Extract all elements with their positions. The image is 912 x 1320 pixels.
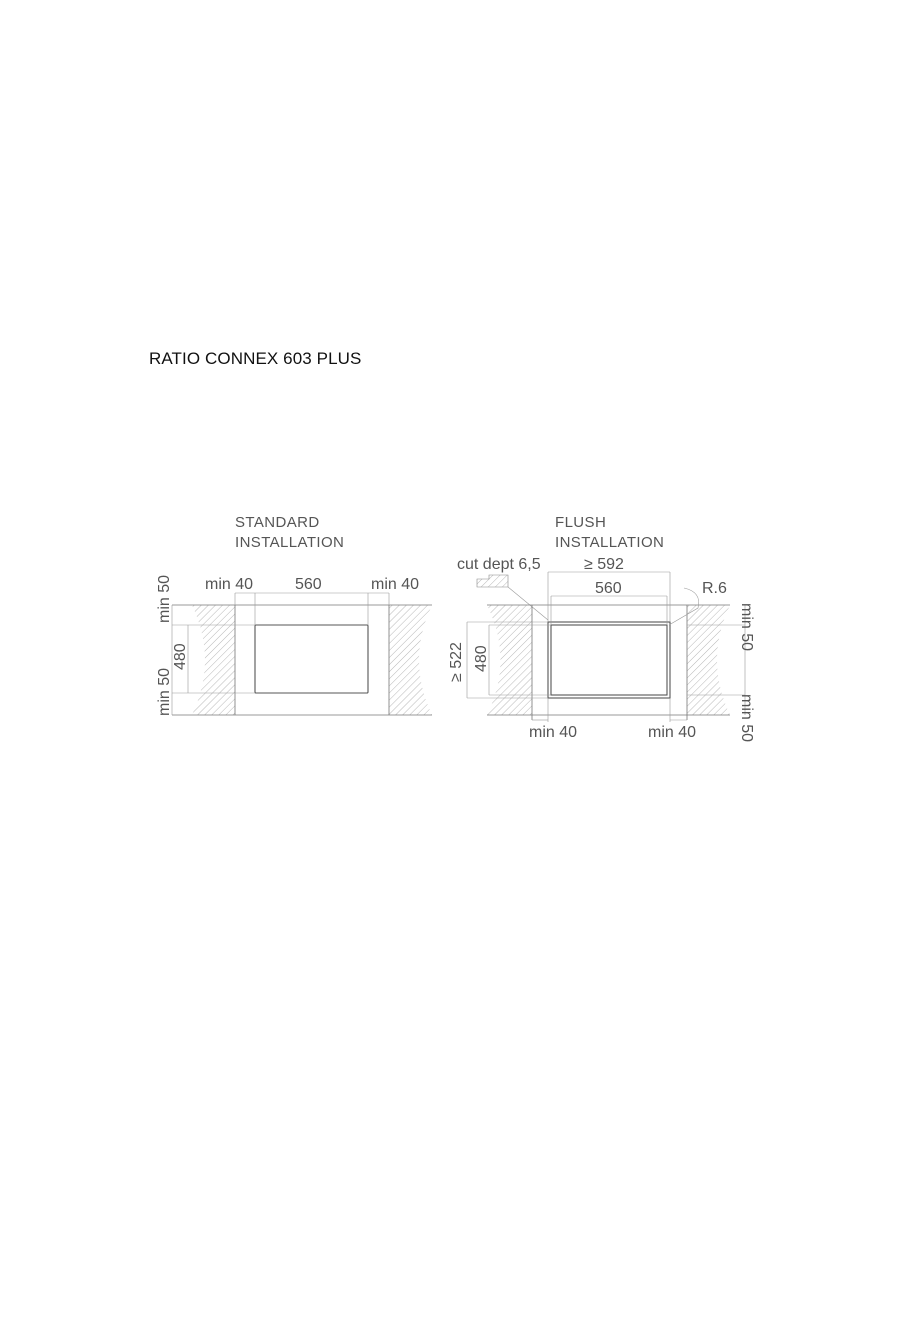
flush-drawing [448,556,755,742]
flush-dim-right-gap: min 40 [648,724,697,741]
standard-dim-height: 480 [172,643,189,670]
standard-dim-left-gap: min 40 [205,576,254,593]
page-title: RATIO CONNEX 603 PLUS [149,349,362,368]
standard-drawing [156,575,432,716]
flush-cut-depth: cut dept 6,5 [457,556,541,573]
standard-dim-top-gap: min 50 [156,574,173,623]
flush-countertop-right [687,605,730,715]
flush-dim-outer-height: ≥ 522 [448,642,465,682]
flush-radius-label: R.6 [702,580,727,597]
flush-countertop-left [487,605,532,715]
flush-heading-line2: INSTALLATION [555,534,665,551]
flush-heading-line1: FLUSH [555,514,607,531]
cut-depth-detail [477,575,508,587]
flush-dim-left-gap: min 40 [529,724,578,741]
flush-dim-width: 560 [595,580,622,597]
flush-recess-outline [548,622,670,698]
standard-countertop-right [389,605,432,715]
standard-heading-line2: INSTALLATION [235,534,345,551]
standard-dim-width: 560 [295,576,322,593]
flush-dim-bottom-gap: min 50 [738,694,755,743]
standard-dim-right-gap: min 40 [371,576,420,593]
standard-hob-outline [255,625,368,693]
flush-dim-height: 480 [473,645,490,672]
standard-dim-bottom-gap: min 50 [156,667,173,716]
flush-dim-outer-width: ≥ 592 [584,556,624,573]
standard-heading-line1: STANDARD [235,514,320,531]
standard-countertop-left [192,605,235,715]
flush-dim-top-gap: min 50 [738,603,755,652]
flush-hob-outline [551,625,667,695]
